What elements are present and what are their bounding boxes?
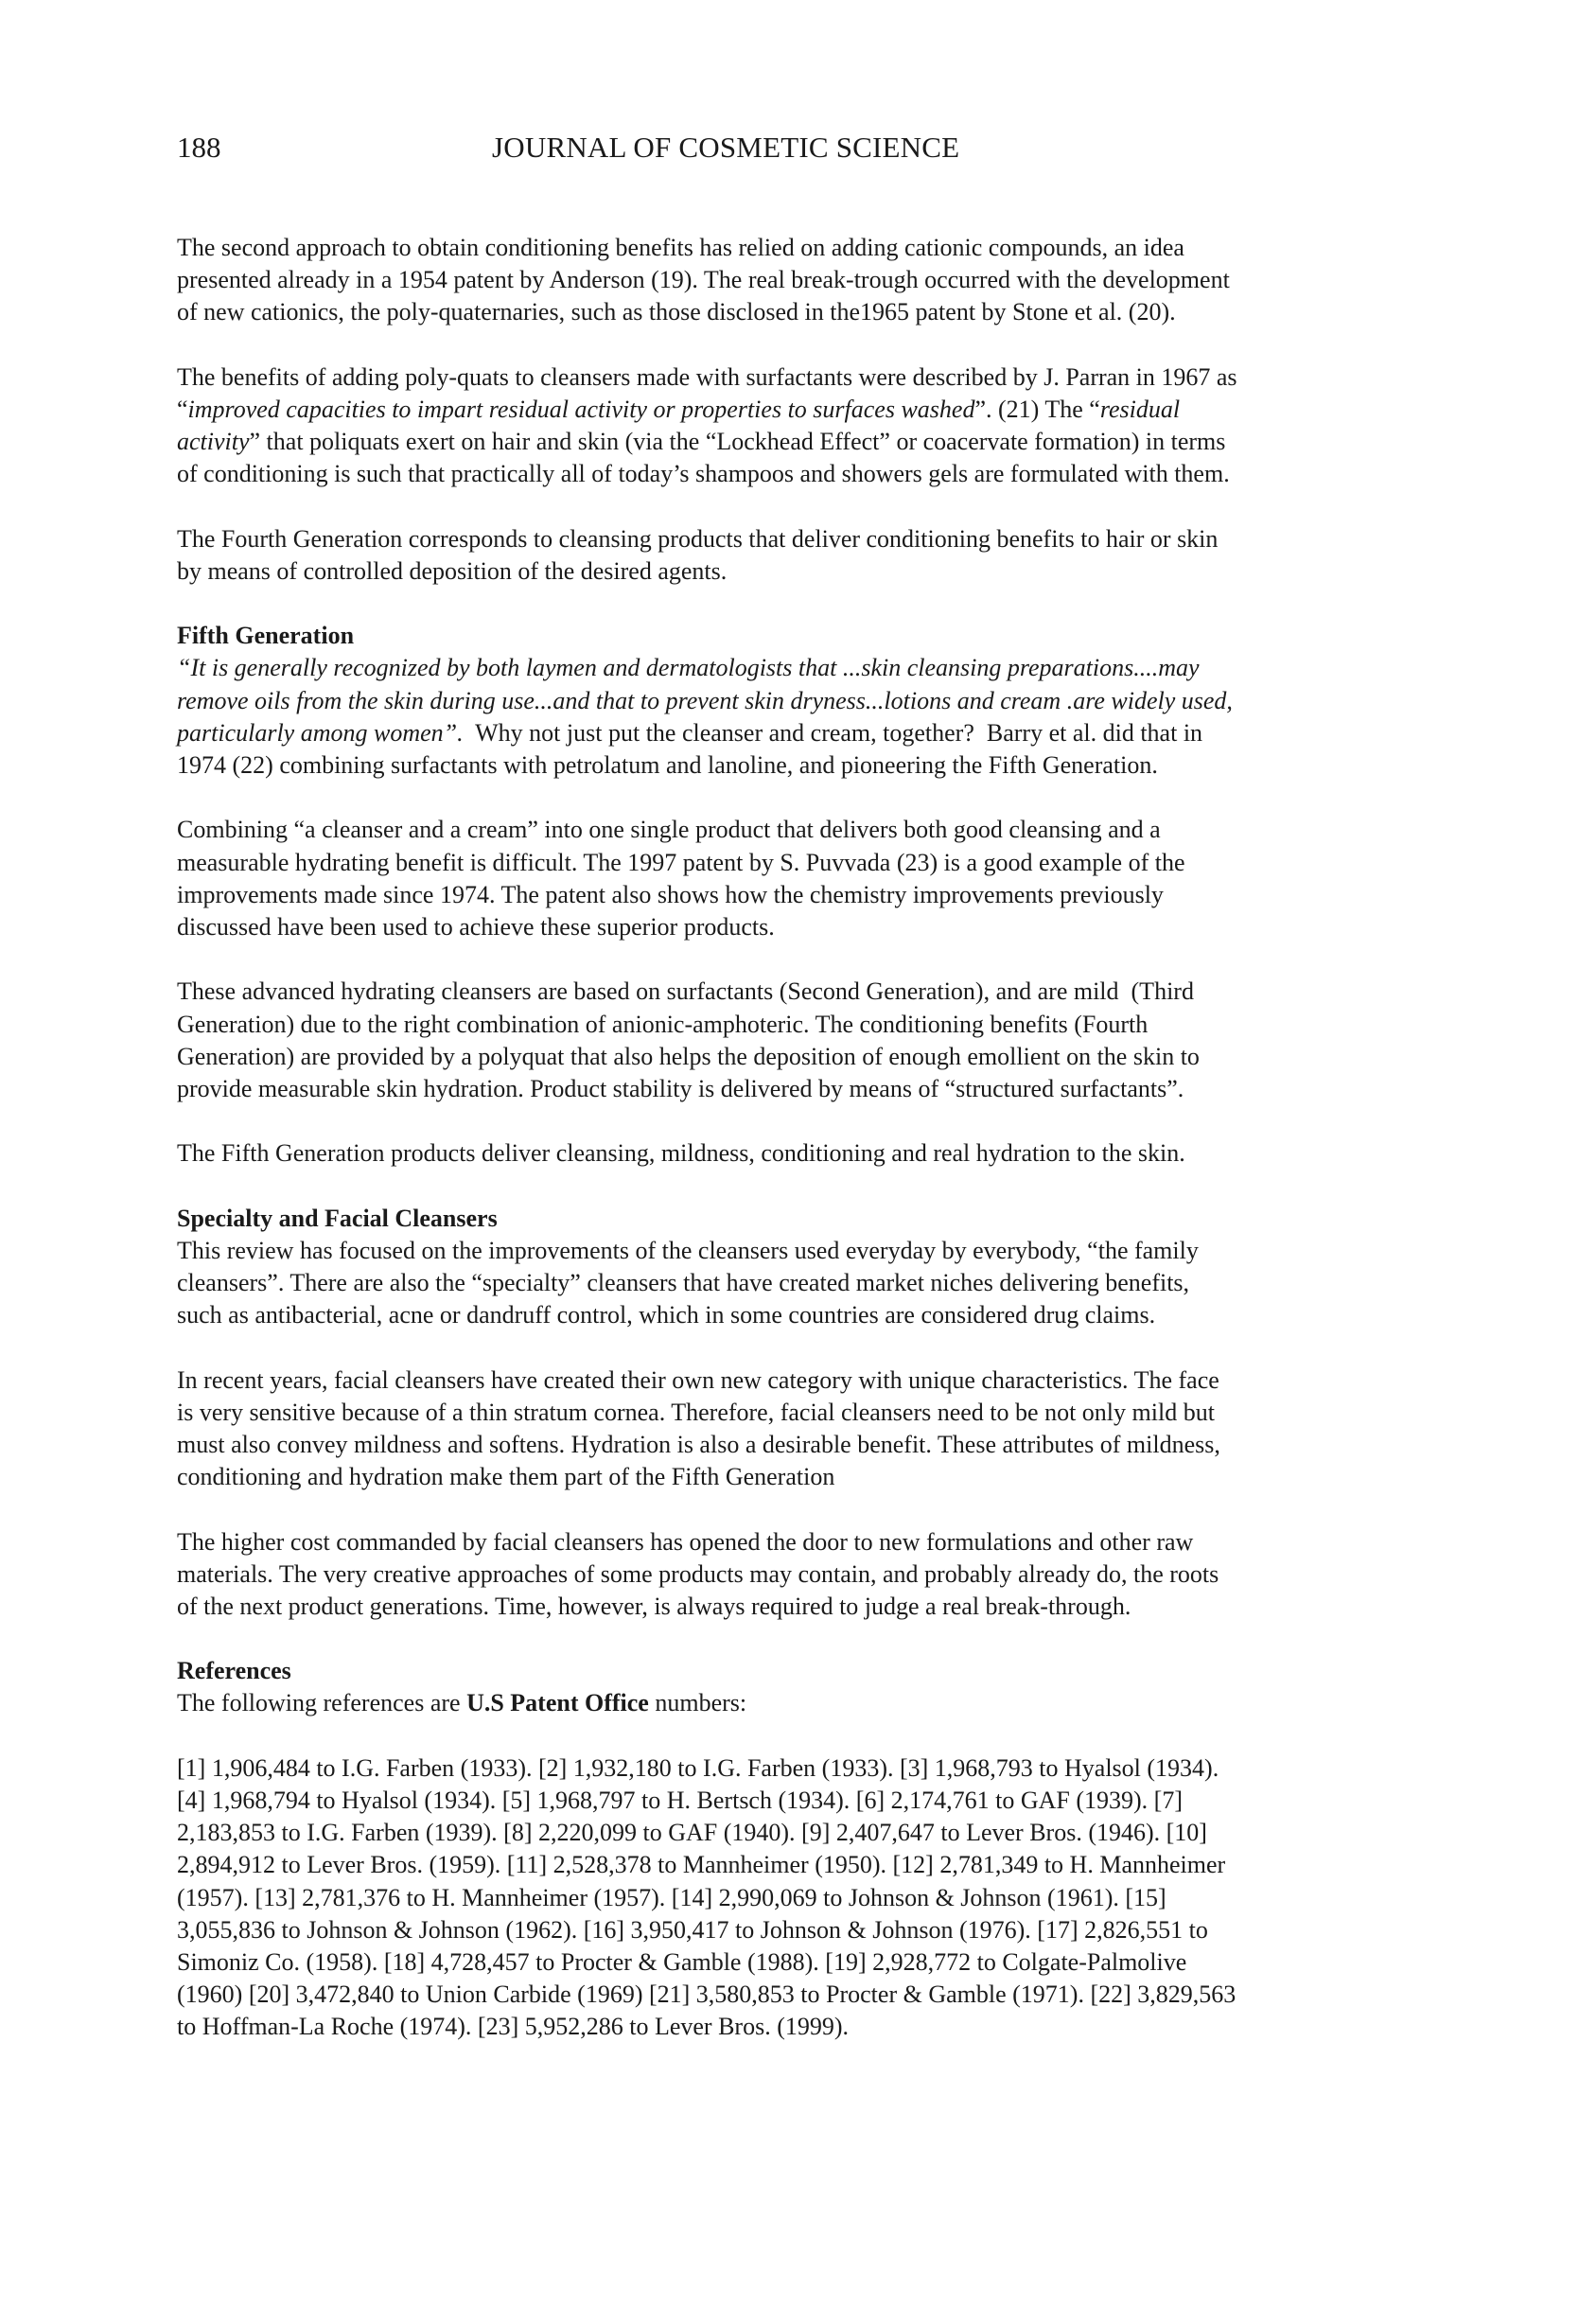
text-run: (1960) [20] 3,472,840 to Union Carbide (1969) [21] 3,580,853 to Procter & Gamble (1971). [22] 3,829,563	[177, 1980, 1236, 2009]
text-line	[177, 1817, 1407, 1849]
text-run: by means of controlled deposition of the desired agents.	[177, 556, 728, 585]
text-run: 2,183,853 to I.G. Farben (1939). [8] 2,220,099 to GAF (1940). [9] 2,407,647 to Lever Bros. (1946). [10]	[177, 1819, 1207, 1847]
article-body	[177, 232, 1407, 2076]
italic-text: activity	[177, 428, 250, 456]
text-run: These advanced hydrating cleansers are based on surfactants (Second Generation), and are mild (Third	[177, 977, 1194, 1006]
section-heading: References	[177, 1657, 291, 1685]
paragraph	[177, 976, 1407, 1105]
paragraph	[177, 361, 1407, 491]
text-line	[177, 1073, 1407, 1105]
text-run: The benefits of adding poly-quats to cleansers made with surfactants were described by J. Parran in 1967 as	[177, 362, 1237, 391]
text-run: Why not just put the cleanser and cream, together? Barry et al. did that in	[463, 718, 1203, 747]
text-run: to Hoffman-La Roche (1974). [23] 5,952,286 to Lever Bros. (1999).	[177, 2013, 850, 2041]
section-heading: Specialty and Facial Cleansers	[177, 1204, 498, 1232]
text-run: Combining “a cleanser and a cream” into one single product that delivers both good cleansing and a	[177, 816, 1161, 844]
text-line	[177, 1461, 1407, 1493]
text-run: is very sensitive because of a thin stratum cornea. Therefore, facial cleansers need to be not only mild but	[177, 1398, 1215, 1426]
paragraph	[177, 1752, 1407, 2044]
text-line	[177, 1882, 1407, 1914]
text-line	[177, 1267, 1407, 1299]
running-header	[0, 129, 1596, 167]
text-line	[177, 1752, 1407, 1785]
text-line	[177, 555, 1407, 588]
text-line	[177, 1914, 1407, 1946]
text-line	[177, 1785, 1407, 1817]
text-line	[177, 458, 1407, 490]
text-line	[177, 652, 1407, 684]
italic-text: improved capacities to impart residual activity or properties to surfaces washed	[187, 395, 975, 423]
text-line	[177, 685, 1407, 717]
text-run: of new cationics, the poly-quaternaries, such as those disclosed in the1965 patent by Stone et al. (20).	[177, 298, 1176, 326]
paragraph	[177, 814, 1407, 943]
text-line	[177, 847, 1407, 879]
italic-text: residual	[1099, 395, 1181, 423]
text-line	[177, 749, 1407, 782]
text-run: of the next product generations. Time, however, is always required to judge a real break-through.	[177, 1592, 1131, 1620]
text-run: [4] 1,968,794 to Hyalsol (1934). [5] 1,968,797 to H. Bertsch (1934). [6] 2,174,761 to GAF (1939). [7]	[177, 1787, 1183, 1814]
text-run: Generation) are provided by a polyquat that also helps the deposition of enough emollient on the skin to	[177, 1042, 1200, 1070]
italic-text: “It is generally recognized by both laymen and dermatologists that ...skin cleansing preparations....may	[177, 654, 1200, 682]
text-line	[177, 911, 1407, 943]
text-line	[177, 1946, 1407, 1979]
text-run: must also convey mildness and softens. Hydration is also a desirable benefit. These attributes of mildness,	[177, 1430, 1220, 1458]
text-line	[177, 1041, 1407, 1073]
text-run: discussed have been used to achieve these superior products.	[177, 912, 775, 941]
text-line	[177, 1235, 1407, 1267]
text-run: “	[177, 395, 188, 423]
page-number: 188	[177, 131, 221, 164]
text-line	[177, 1526, 1407, 1558]
text-run: of conditioning is such that practically all of today’s shampoos and showers gels are formulated with them.	[177, 460, 1230, 488]
paragraph	[177, 523, 1407, 588]
text-line	[177, 1558, 1407, 1591]
text-line	[177, 1429, 1407, 1461]
bold-text: U.S Patent Office	[466, 1689, 649, 1717]
journal-title: JOURNAL OF COSMETIC SCIENCE	[492, 131, 960, 164]
paragraph	[177, 1364, 1407, 1494]
text-run: ” that poliquats exert on hair and skin (via the “Lockhead Effect” or coacervate formation) in terms	[249, 428, 1226, 456]
text-run: Generation) due to the right combination of anionic-amphoteric. The conditioning benefits (Fourth	[177, 1010, 1149, 1038]
text-line	[177, 1009, 1407, 1041]
paragraph	[177, 232, 1407, 329]
text-line	[177, 523, 1407, 555]
text-line	[177, 717, 1407, 749]
text-line	[177, 1299, 1407, 1331]
text-line	[177, 232, 1407, 264]
text-run: The Fourth Generation corresponds to cleansing products that deliver conditioning benefits to hair or skin	[177, 524, 1219, 553]
text-line	[177, 426, 1407, 458]
text-run: presented already in a 1954 patent by Anderson (19). The real break-trough occurred with the development	[177, 266, 1230, 294]
text-run: The higher cost commanded by facial cleansers has opened the door to new formulations and other raw	[177, 1527, 1194, 1556]
text-line	[177, 1591, 1407, 1623]
text-line	[177, 296, 1407, 328]
section-heading: Fifth Generation	[177, 622, 355, 650]
text-run: Simoniz Co. (1958). [18] 4,728,457 to Procter & Gamble (1988). [19] 2,928,772 to Colgate-Palmolive	[177, 1947, 1187, 1976]
text-run: 2,894,912 to Lever Bros. (1959). [11] 2,528,378 to Mannheimer (1950). [12] 2,781,349 to H. Mannheimer	[177, 1851, 1226, 1879]
text-line	[177, 814, 1407, 846]
text-run: measurable hydrating benefit is difficult. The 1997 patent by S. Puvvada (23) is a good example of the	[177, 848, 1185, 876]
paragraph	[177, 1137, 1407, 1170]
text-run: conditioning and hydration make them part of the Fifth Generation	[177, 1463, 835, 1491]
text-run: provide measurable skin hydration. Product stability is delivered by means of “structured surfactants”.	[177, 1074, 1184, 1102]
text-line	[177, 1137, 1407, 1170]
section	[177, 1655, 1407, 1719]
text-run: This review has focused on the improvements of the cleansers used everyday by everybody, “the family	[177, 1236, 1199, 1264]
text-run: materials. The very creative approaches of some products may contain, and probably already do, the roots	[177, 1559, 1219, 1588]
text-line	[177, 264, 1407, 296]
text-line	[177, 2011, 1407, 2043]
text-run: In recent years, facial cleansers have created their own new category with unique characteristics. The face	[177, 1365, 1219, 1394]
italic-text: remove oils from the skin during use...and that to prevent skin dryness...lotions and cream .are widely used,	[177, 686, 1233, 714]
text-run: 3,055,836 to Johnson & Johnson (1962). [16] 3,950,417 to Johnson & Johnson (1976). [17] 2,826,551 to	[177, 1915, 1208, 1944]
text-line	[177, 879, 1407, 911]
text-line	[177, 1979, 1407, 2011]
text-line	[177, 1687, 1407, 1719]
text-line	[177, 976, 1407, 1008]
text-run: cleansers”. There are also the “specialty” cleansers that have created market niches delivering benefits,	[177, 1269, 1190, 1296]
section	[177, 1203, 1407, 1332]
text-run: The Fifth Generation products deliver cleansing, mildness, conditioning and real hydration to the skin.	[177, 1139, 1185, 1168]
text-run: such as antibacterial, acne or dandruff control, which in some countries are considered drug claims.	[177, 1301, 1156, 1329]
text-line	[177, 361, 1407, 394]
italic-text: particularly among women”.	[177, 718, 464, 747]
text-run: [1] 1,906,484 to I.G. Farben (1933). [2] 1,932,180 to I.G. Farben (1933). [3] 1,968,793 to Hyalsol (1934).	[177, 1753, 1219, 1782]
text-run: (1957). [13] 2,781,376 to H. Mannheimer (1957). [14] 2,990,069 to Johnson & Johnson (1961). [15]	[177, 1883, 1166, 1911]
text-line	[177, 394, 1407, 426]
text-run: ”. (21) The “	[974, 395, 1100, 423]
paragraph	[177, 1526, 1407, 1624]
text-line	[177, 1849, 1407, 1881]
text-line	[177, 1397, 1407, 1429]
text-run: improvements made since 1974. The patent also shows how the chemistry improvements previously	[177, 880, 1164, 908]
text-line	[177, 1364, 1407, 1397]
section	[177, 620, 1407, 782]
text-run: numbers:	[648, 1689, 747, 1717]
text-run: The following references are	[177, 1689, 467, 1717]
text-run: 1974 (22) combining surfactants with petrolatum and lanoline, and pioneering the Fifth Generation.	[177, 751, 1158, 779]
text-run: The second approach to obtain conditioning benefits has relied on adding cationic compounds, an idea	[177, 234, 1184, 261]
